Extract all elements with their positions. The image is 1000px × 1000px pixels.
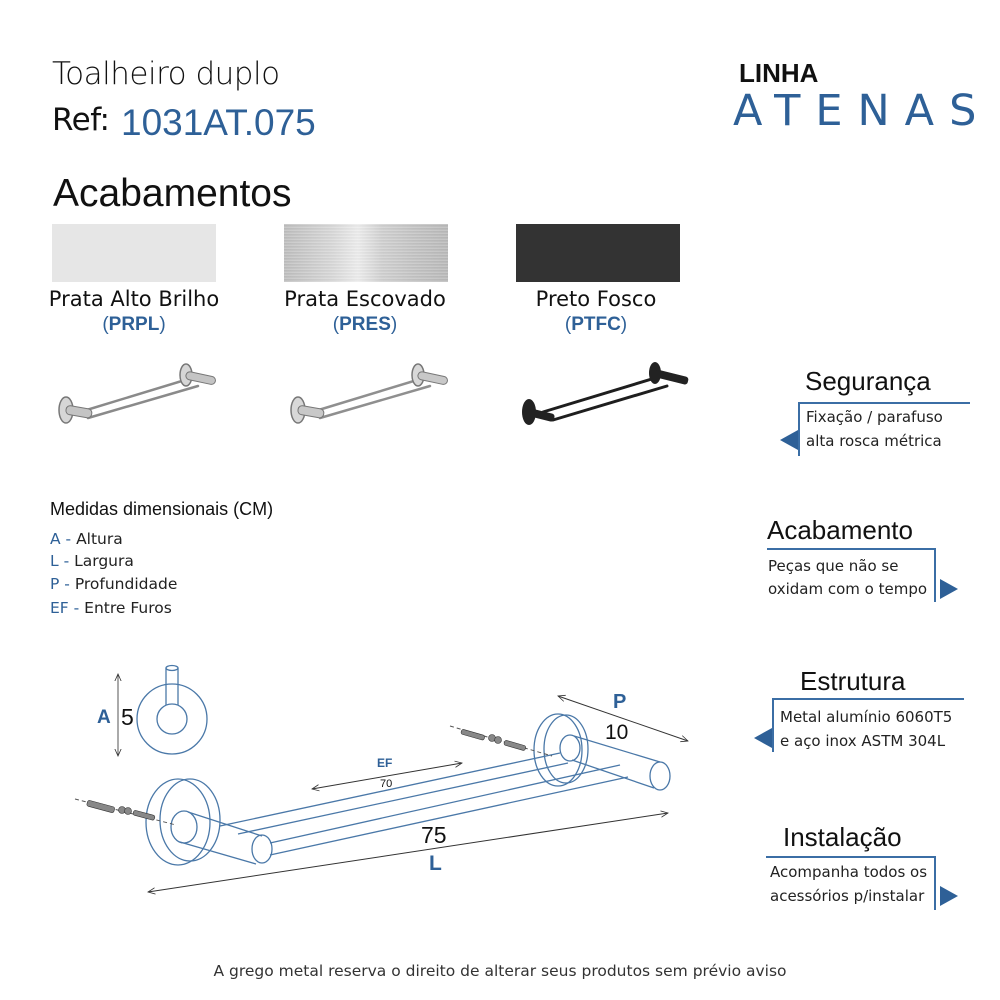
arrow-left-icon [754, 728, 772, 748]
swatch-preto-fosco [516, 224, 680, 282]
feature-text: e aço inox ASTM 304L [780, 732, 946, 750]
legend-item-entre-furos: EF - Entre Furos [50, 599, 172, 617]
product-image-preto-fosco [515, 360, 695, 430]
feature-title-acabamento: Acabamento [767, 515, 913, 545]
legend-item-profundidade: P - Profundidade [50, 575, 178, 593]
feature-text: Peças que não se [768, 557, 899, 575]
ref-value: 1031AT.075 [121, 102, 316, 143]
arrow-right-icon [940, 579, 958, 599]
finish-name: Preto Fosco [535, 287, 657, 311]
finish-name: Prata Escovado [284, 287, 446, 311]
arrow-left-icon [780, 430, 798, 450]
feature-text: Acompanha todos os [770, 863, 928, 881]
line-label: LINHA [739, 58, 819, 88]
legend-item-altura: A - Altura [50, 530, 123, 548]
feature-text: Metal alumínio 6060T5 [780, 708, 953, 726]
dim-value-a: 5 [121, 704, 134, 730]
product-image-prata-escovado [282, 360, 462, 430]
technical-drawing [0, 650, 740, 910]
arrow-right-icon [940, 886, 958, 906]
feature-title-seguranca: Segurança [805, 366, 931, 396]
dim-value-l: 75 [421, 822, 447, 848]
legend-item-largura: L - Largura [50, 552, 134, 570]
dim-label-a: A [97, 707, 111, 728]
dim-label-l: L [429, 852, 442, 875]
footer-disclaimer: A grego metal reserva o direito de alterar seus produtos sem prévio aviso [213, 962, 787, 980]
product-title: Toalheiro duplo [52, 56, 280, 92]
dim-value-ef: 70 [380, 778, 393, 790]
finish-code: (PRPL) [102, 314, 166, 335]
finish-code: (PTFC) [564, 314, 628, 335]
dim-label-p: P [613, 691, 627, 713]
dim-value-p: 10 [605, 721, 629, 744]
dim-label-ef: EF [377, 756, 393, 770]
swatch-prata-escovado [284, 224, 448, 282]
feature-title-instalacao: Instalação [783, 822, 902, 852]
line-name: ATENAS [733, 86, 992, 136]
ref-label: Ref: [52, 102, 110, 138]
finish-name: Prata Alto Brilho [48, 287, 220, 311]
product-image-prata-alto-brilho [50, 360, 230, 430]
feature-text: Fixação / parafuso [806, 408, 943, 426]
swatch-prata-alto-brilho [52, 224, 216, 282]
feature-title-estrutura: Estrutura [800, 666, 906, 696]
finishes-title: Acabamentos [53, 172, 292, 215]
feature-text: oxidam com o tempo [768, 580, 928, 598]
feature-text: alta rosca métrica [806, 432, 942, 450]
finish-code: (PRES) [332, 314, 398, 335]
feature-text: acessórios p/instalar [770, 887, 925, 905]
dimensions-title: Medidas dimensionais (CM) [50, 499, 274, 519]
